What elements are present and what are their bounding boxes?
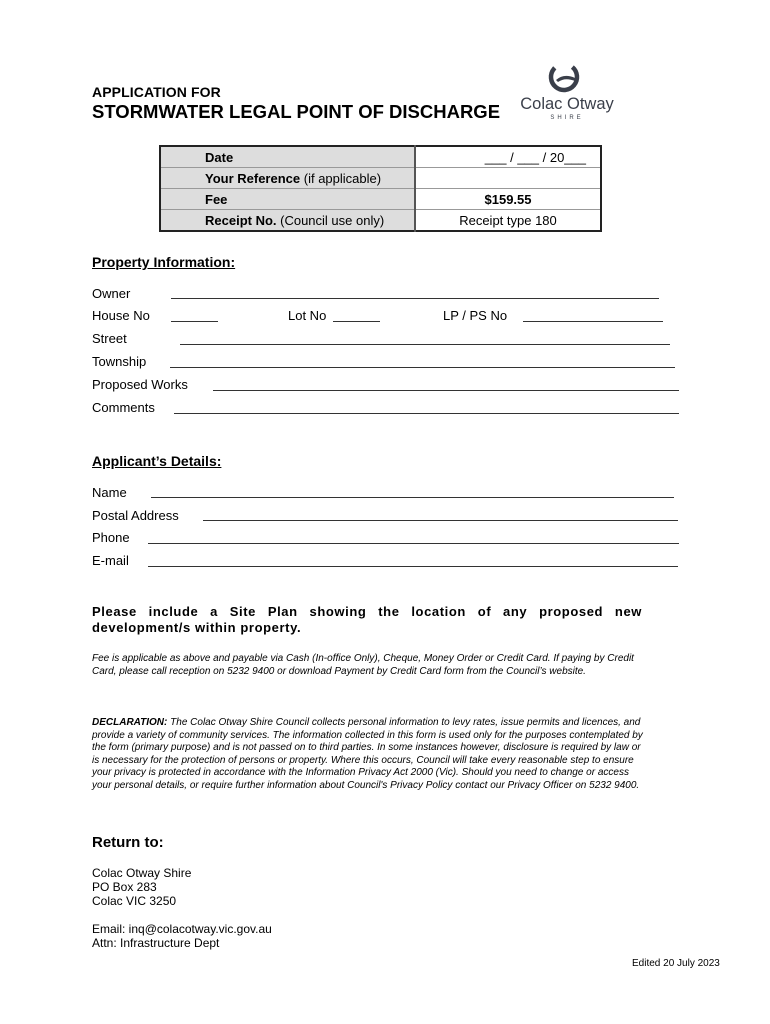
postal-address-field[interactable] (203, 520, 678, 521)
comments-label: Comments (92, 400, 155, 415)
receipt-value: Receipt type 180 (459, 212, 557, 228)
street-label: Street (92, 331, 127, 346)
house-no-label: House No (92, 308, 150, 323)
proposed-works-field[interactable] (213, 390, 679, 391)
site-plan-note: Please include a Site Plan showing the location of any proposed new development/s within property. (92, 604, 642, 635)
fee-label: Fee (160, 189, 415, 210)
lp-ps-no-field[interactable] (523, 321, 663, 322)
reference-label (160, 168, 415, 189)
return-address-line3: Colac VIC 3250 (92, 894, 177, 908)
logo-subtext: SHIRE (550, 115, 584, 121)
reference-field[interactable] (415, 168, 601, 189)
info-row-receipt (160, 210, 601, 232)
lot-no-field[interactable] (333, 321, 380, 322)
receipt-label (160, 210, 415, 232)
return-email: Email: inq@colacotway.vic.gov.au (92, 922, 272, 936)
email-label: E-mail (92, 553, 129, 568)
receipt-label-rest: (Council use only) (276, 212, 385, 228)
fee-value: $159.55 (415, 189, 601, 210)
owner-label: Owner (92, 286, 131, 301)
declaration (92, 717, 644, 792)
lot-no-label: Lot No (288, 308, 327, 323)
form-subtitle: APPLICATION FOR (92, 84, 221, 100)
township-field[interactable] (170, 367, 675, 368)
declaration-text: The Colac Otway Shire Council collects personal information to levy rates, issue permits and licences, and provide a variety of community services. The information collected in this form is used only for the purposes contemplated by the form (primary purpose) and is not passed on to third parties. In some instances however, disclosure is required by law or is necessary for the protection of persons or property. Where this occurs, Council will take every reasonable step to ensure your privacy is protected in accordance with the Information Privacy Act 2000 (Vic). Should you need to change or access your personal details, or require further information about Council's Privacy Policy contact our Privacy Officer on 5232 9400. (92, 717, 643, 791)
info-table (159, 145, 602, 232)
info-row-fee (160, 189, 601, 210)
edited-date: Edited 20 July 2023 (632, 958, 720, 969)
lp-ps-no-label: LP / PS No (443, 308, 508, 323)
date-field[interactable]: ___ / ___ / 20___ (415, 146, 601, 168)
date-label: Date (160, 146, 415, 168)
reference-label-bold: Your Reference (205, 170, 301, 186)
owner-field[interactable] (171, 298, 659, 299)
phone-field[interactable] (148, 543, 679, 544)
council-logo (518, 60, 616, 124)
comments-field[interactable] (174, 413, 679, 414)
applicant-heading: Applicant’s Details: (92, 453, 222, 469)
postal-address-label: Postal Address (92, 508, 179, 523)
fee-note: Fee is applicable as above and payable via Cash (In-office Only), Cheque, Money Order or Credit Card. If paying by Credit Card, please call reception on 5232 9400 or download Payment by Credit Card form from the Council’s website. (92, 653, 634, 677)
reference-label-rest: (if applicable) (300, 170, 382, 186)
township-label: Township (92, 354, 147, 369)
form-title: STORMWATER LEGAL POINT OF DISCHARGE (92, 101, 501, 122)
logo-name: Colac Otway (520, 95, 614, 113)
return-address-line2: PO Box 283 (92, 880, 157, 894)
info-row-date (160, 146, 601, 168)
email-field[interactable] (148, 566, 678, 567)
info-row-reference (160, 168, 601, 189)
receipt-label-bold: Receipt No. (205, 212, 277, 228)
street-field[interactable] (180, 344, 670, 345)
name-field[interactable] (151, 497, 674, 498)
name-label: Name (92, 485, 127, 500)
return-attn: Attn: Infrastructure Dept (92, 936, 220, 950)
property-heading: Property Information: (92, 254, 236, 270)
declaration-label: DECLARATION: (92, 717, 168, 728)
phone-label: Phone (92, 530, 130, 545)
return-address-line1: Colac Otway Shire (92, 866, 192, 880)
house-no-field[interactable] (171, 321, 218, 322)
return-to-heading: Return to: (92, 834, 164, 851)
council-logo-icon (518, 60, 616, 96)
proposed-works-label: Proposed Works (92, 377, 188, 392)
